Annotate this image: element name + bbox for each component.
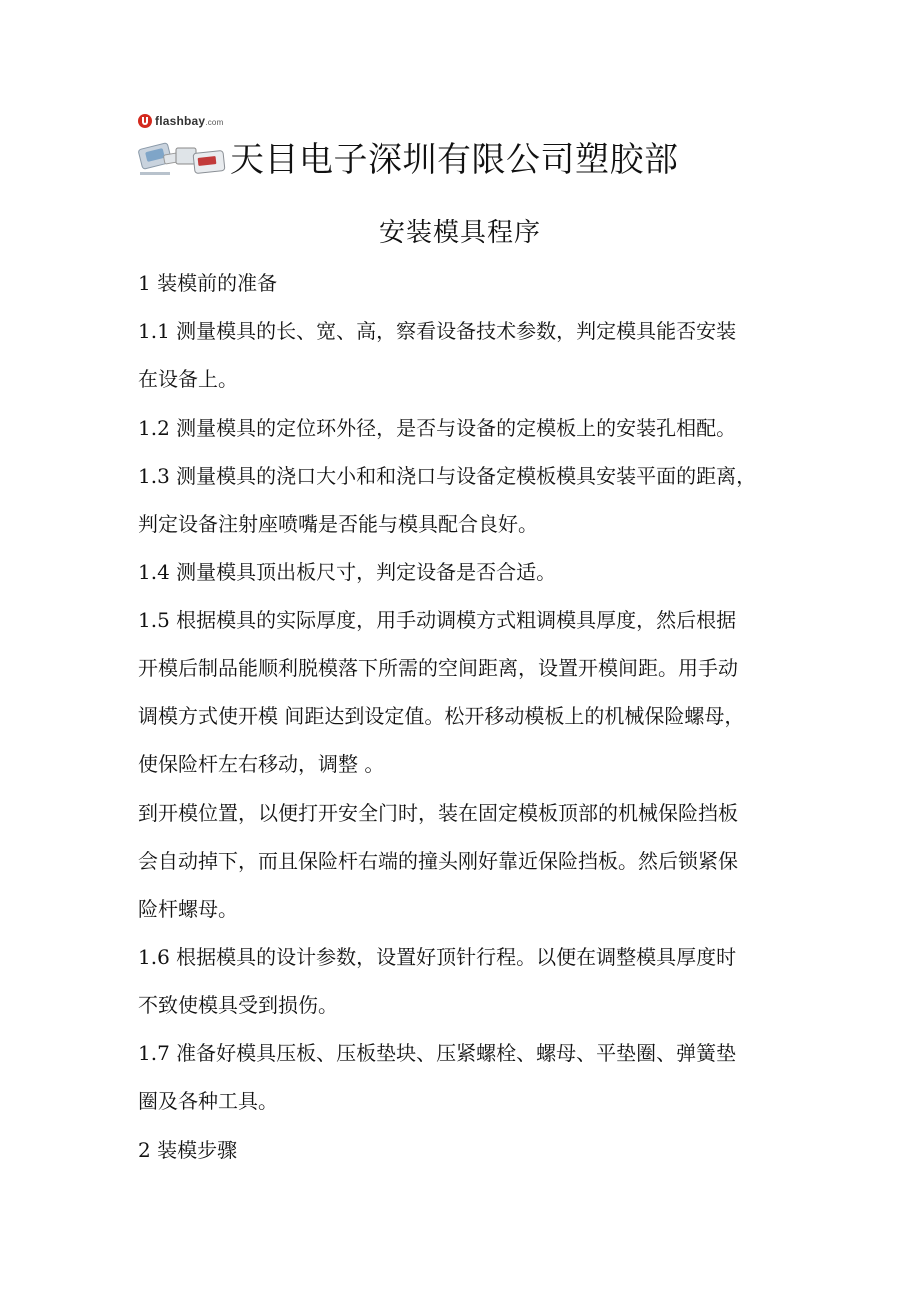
usb-drives-picture [138,138,230,182]
text-line: 1 装模前的准备 [138,271,278,295]
document-title: 安装模具程序 [378,218,541,248]
text-line: 1.1 测量模具的长、宽、高，察看设备技术参数，判定模具能否安装 [138,319,737,343]
company-header [138,138,679,182]
text-line: 在设备上。 [138,367,238,391]
text-line: 开模后制品能顺利脱模落下所需的空间距离，设置开模间距。用手动 [138,656,738,680]
flashbay-logo-icon [138,114,152,128]
text-line: 使保险杆左右移动，调整 。 [138,752,385,776]
text-line: 判定设备注射座喷嘴是否能与模具配合良好。 [138,512,538,536]
text-line: 会自动掉下，而且保险杆右端的撞头刚好靠近保险挡板。然后锁紧保 [138,849,738,873]
company-name: 天目电子深圳有限公司塑胶部 [230,140,679,180]
text-line: 圈及各种工具。 [138,1089,278,1113]
text-line: 1.4 测量模具顶出板尺寸，判定设备是否合适。 [138,560,557,584]
text-line: 1.7 准备好模具压板、压板垫块、压紧螺栓、螺母、平垫圈、弹簧垫 [138,1041,737,1065]
text-line: 1.6 根据模具的设计参数，设置好顶针行程。以便在调整模具厚度时 [138,945,737,969]
text-line: 1.5 根据模具的实际厚度，用手动调模方式粗调模具厚度，然后根据 [138,608,737,632]
text-line: 到开模位置，以便打开安全门时，装在固定模板顶部的机械保险挡板 [138,801,738,825]
text-line: 1.3 测量模具的浇口大小和和浇口与设备定模板模具安装平面的距离， [138,464,757,488]
brand-logo [138,112,223,130]
text-line: 险杆螺母。 [138,897,238,921]
text-line: 不致使模具受到损伤。 [138,993,338,1017]
brand-wordmark: flashbay.com [155,114,224,128]
text-line: 1.2 测量模具的定位环外径，是否与设备的定模板上的安装孔相配。 [138,416,737,440]
text-line: 调模方式使开模 间距达到设定值。松开移动模板上的机械保险螺母， [138,704,745,728]
text-line: 2 装模步骤 [138,1138,238,1162]
